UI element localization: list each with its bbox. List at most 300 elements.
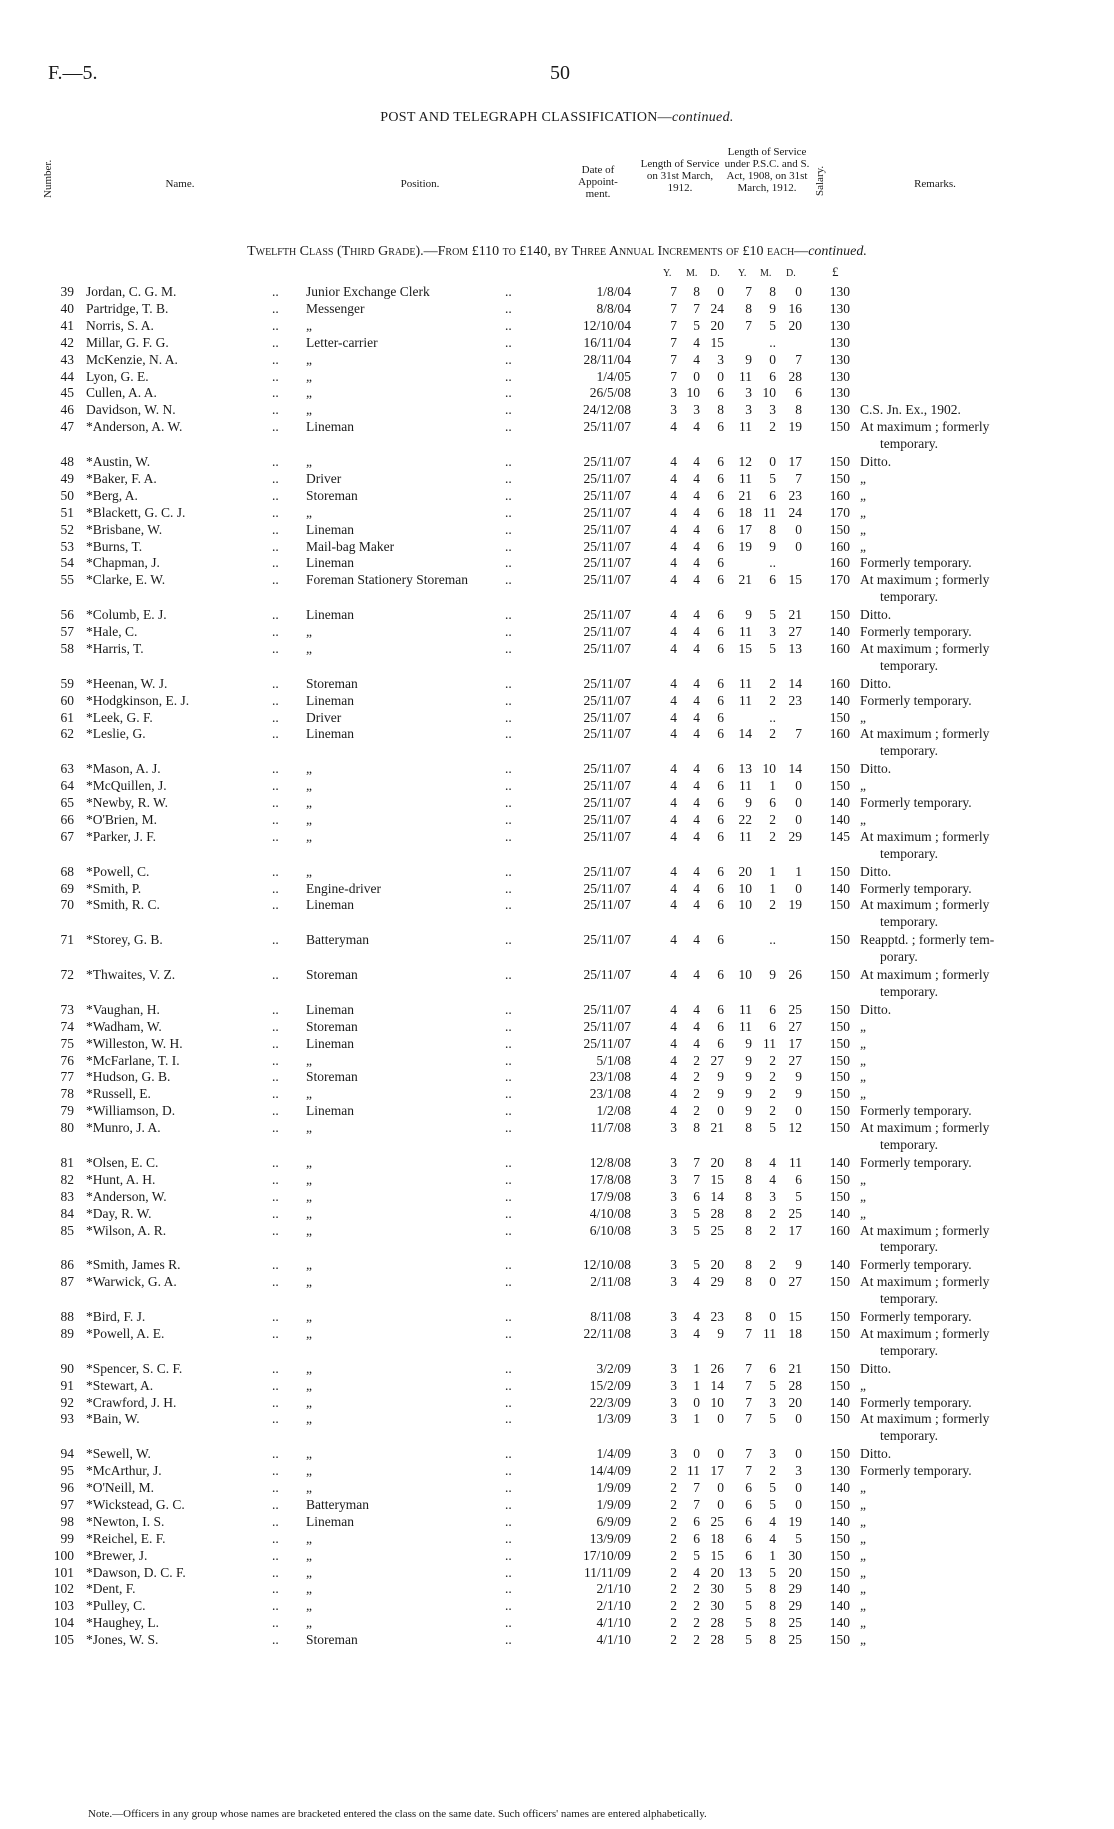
service-months: 4 — [693, 351, 700, 367]
appointment-date: 28/11/04 — [583, 351, 631, 367]
position: „ — [306, 351, 312, 367]
service-years: 4 — [670, 470, 677, 486]
psc-months: 6 — [769, 368, 776, 384]
psc-months: 4 — [769, 1513, 776, 1529]
leader-dots: .. — [505, 1154, 512, 1170]
service-years: 4 — [670, 1103, 677, 1119]
service-years: 3 — [670, 385, 677, 401]
service-days: 6 — [717, 607, 724, 623]
leader-dots: .. — [505, 504, 512, 520]
row-number: 90 — [60, 1360, 74, 1376]
appointment-date: 25/11/07 — [583, 828, 631, 844]
service-months: 4 — [693, 1274, 700, 1290]
appointment-date: 8/8/04 — [596, 300, 631, 316]
psc-days: 0 — [795, 1411, 802, 1427]
service-years: 4 — [670, 897, 677, 913]
service-years: 4 — [670, 521, 677, 537]
class-heading — [0, 244, 1114, 260]
service-days: 14 — [710, 1188, 724, 1204]
employee-name: *Hale, C. — [86, 624, 138, 639]
appointment-date: 25/11/07 — [583, 487, 631, 503]
appointment-date: 12/10/08 — [582, 1257, 631, 1273]
position: „ — [306, 1446, 312, 1462]
leader-dots: .. — [272, 538, 279, 554]
leader-dots: .. — [272, 1069, 279, 1085]
position: „ — [306, 778, 312, 794]
service-months: 4 — [693, 419, 700, 435]
row-number: 56 — [60, 607, 74, 623]
service-days: 25 — [710, 1222, 724, 1238]
service-years: 2 — [670, 1480, 677, 1495]
salary: 140 — [829, 1598, 850, 1614]
leader-dots: .. — [272, 334, 279, 350]
position: „ — [306, 1581, 312, 1597]
service-years: 2 — [670, 1581, 677, 1597]
service-years: 7 — [670, 334, 677, 350]
appointment-date: 25/11/07 — [583, 778, 631, 794]
leader-dots: .. — [505, 521, 512, 537]
remarks-continuation: temporary. — [880, 983, 938, 999]
appointment-date: 25/11/07 — [583, 555, 631, 571]
page-number: 50 — [550, 62, 570, 84]
appointment-date: 25/11/07 — [583, 1018, 631, 1034]
row-number: 71 — [60, 932, 74, 948]
col-name-header: Name. — [165, 178, 195, 190]
service-months: 4 — [693, 1564, 700, 1580]
leader-dots: .. — [505, 1086, 512, 1102]
employee-name: *O'Neill, M. — [86, 1480, 155, 1495]
salary: 150 — [829, 1069, 850, 1085]
psc-months: 9 — [769, 967, 776, 982]
service-years: 4 — [670, 504, 677, 520]
remarks: „ — [860, 1496, 866, 1512]
leader-dots: .. — [505, 470, 512, 486]
psc-days: 0 — [795, 811, 802, 827]
service-days: 28 — [710, 1205, 724, 1221]
table-row — [0, 864, 1114, 880]
psc-years: 8 — [745, 1222, 752, 1238]
remarks: At maximum ; formerly — [860, 1274, 990, 1290]
leader-dots: .. — [505, 1411, 512, 1427]
psc-months: 2 — [769, 1222, 776, 1238]
service-months: 4 — [693, 607, 700, 623]
appointment-date: 1/9/09 — [596, 1496, 631, 1512]
row-number: 41 — [60, 317, 74, 333]
appointment-date: 1/4/05 — [596, 368, 631, 384]
psc-months: 3 — [769, 1394, 776, 1410]
remarks: At maximum ; formerly — [860, 1222, 990, 1238]
position: Storeman — [306, 1069, 358, 1085]
table-row — [0, 641, 1114, 657]
psc-years: 11 — [739, 1018, 752, 1034]
service-days: 6 — [717, 897, 724, 913]
employee-name: *Pulley, C. — [86, 1598, 146, 1614]
row-number: 73 — [60, 1001, 74, 1017]
position: Lineman — [306, 521, 354, 537]
appointment-date: 26/5/08 — [589, 385, 631, 401]
leader-dots: .. — [505, 1001, 512, 1017]
remarks-continuation: porary. — [880, 949, 918, 965]
employee-name: *Anderson, A. W. — [86, 419, 183, 435]
service-months: 2 — [693, 1086, 700, 1102]
service-days: 15 — [710, 334, 724, 350]
psc-days: 21 — [788, 607, 802, 623]
psc-days: 5 — [795, 1188, 802, 1204]
remarks: Formerly temporary. — [860, 880, 972, 896]
leader-dots: .. — [505, 334, 512, 350]
table-row — [0, 1019, 1114, 1035]
appointment-date: 2/1/10 — [596, 1581, 631, 1597]
table-row — [0, 1257, 1114, 1273]
psc-days: 30 — [788, 1547, 802, 1563]
service-months: 4 — [693, 1325, 700, 1341]
psc-months: 2 — [769, 1052, 776, 1068]
psc-days: 15 — [788, 1309, 802, 1324]
table-row — [0, 1274, 1114, 1290]
service-years: 3 — [670, 1325, 677, 1341]
service-days: 0 — [717, 1446, 724, 1462]
row-number: 89 — [60, 1325, 74, 1341]
psc-days: 19 — [788, 897, 802, 913]
psc-months: 10 — [762, 761, 776, 777]
leader-dots: .. — [505, 1035, 512, 1051]
position: Lineman — [306, 419, 354, 435]
table-row — [0, 284, 1114, 300]
psc-months: 11 — [763, 1325, 776, 1341]
position: „ — [306, 1188, 312, 1204]
remarks: „ — [860, 1547, 866, 1563]
leader-dots: .. — [505, 317, 512, 333]
leader-dots: .. — [272, 761, 279, 777]
employee-name: *Heenan, W. J. — [86, 675, 168, 691]
table-row — [0, 1395, 1114, 1411]
service-days: 0 — [717, 284, 724, 299]
psc-months: 5 — [769, 640, 776, 656]
service-months: 6 — [693, 1188, 700, 1204]
remarks-continuation: temporary. — [880, 657, 938, 673]
service-months: 3 — [693, 402, 700, 418]
table-row — [0, 1632, 1114, 1648]
table-row — [0, 1172, 1114, 1188]
leader-dots: .. — [505, 1205, 512, 1221]
leader-dots: .. — [505, 555, 512, 571]
row-number: 40 — [60, 300, 74, 316]
salary: 150 — [829, 1103, 850, 1119]
appointment-date: 25/11/07 — [583, 640, 631, 656]
appointment-date: 2/1/10 — [596, 1598, 631, 1614]
psc-years: 8 — [745, 1257, 752, 1273]
salary: 140 — [829, 692, 850, 708]
appointment-date: 25/11/07 — [583, 419, 631, 435]
service-years: 3 — [670, 1309, 677, 1324]
table-row — [0, 778, 1114, 794]
position: „ — [306, 1154, 312, 1170]
psc-days: 9 — [795, 1086, 802, 1102]
employee-name: *Clarke, E. W. — [86, 572, 166, 588]
row-number: 63 — [60, 761, 74, 777]
leader-dots: .. — [505, 1394, 512, 1410]
remarks: „ — [860, 778, 866, 794]
psc-months: 3 — [769, 624, 776, 639]
salary: 150 — [829, 1530, 850, 1546]
service-months: 7 — [693, 300, 700, 316]
appointment-date: 25/11/07 — [583, 761, 631, 777]
psc-months: 5 — [769, 1480, 776, 1495]
row-number: 79 — [60, 1103, 74, 1119]
leader-dots: .. — [505, 640, 512, 656]
remarks: At maximum ; formerly — [860, 572, 990, 588]
remarks: Formerly temporary. — [860, 1154, 972, 1170]
leader-dots: .. — [505, 967, 512, 982]
leader-dots: .. — [505, 1120, 512, 1136]
employee-name: Davidson, W. N. — [86, 402, 176, 418]
appointment-date: 25/11/07 — [583, 572, 631, 588]
service-years: 4 — [670, 761, 677, 777]
table-row — [0, 572, 1114, 588]
salary: 130 — [829, 351, 850, 367]
leader-dots: .. — [272, 1547, 279, 1563]
service-days: 6 — [717, 487, 724, 503]
appointment-date: 4/1/10 — [596, 1615, 631, 1631]
leader-dots: .. — [505, 1581, 512, 1597]
salary: 140 — [829, 1513, 850, 1529]
psc-days: 28 — [788, 368, 802, 384]
appointment-date: 25/11/07 — [583, 932, 631, 948]
psc-days: 5 — [795, 1530, 802, 1546]
position: „ — [306, 1274, 312, 1290]
table-row — [0, 624, 1114, 640]
position: „ — [306, 1052, 312, 1068]
service-years: 2 — [670, 1496, 677, 1512]
row-number: 102 — [53, 1581, 74, 1597]
remarks: Ditto. — [860, 675, 892, 691]
remarks: Ditto. — [860, 607, 892, 623]
row-number: 82 — [60, 1171, 74, 1187]
employee-name: *O'Brien, M. — [86, 811, 158, 827]
appointment-date: 11/11/09 — [584, 1564, 631, 1580]
appointment-date: 17/9/08 — [589, 1188, 631, 1204]
table-row — [0, 1463, 1114, 1479]
row-number: 57 — [60, 624, 74, 639]
col-salary-header: Salary. — [814, 165, 826, 196]
employee-name: *Powell, C. — [86, 863, 150, 879]
service-days: 9 — [717, 1069, 724, 1085]
psc-days: 0 — [795, 778, 802, 794]
psc-years: 7 — [745, 1411, 752, 1427]
appointment-date: 8/11/08 — [590, 1309, 631, 1324]
position: Mail-bag Maker — [306, 538, 395, 554]
leader-dots: .. — [272, 368, 279, 384]
table-row — [0, 1103, 1114, 1119]
service-years: 3 — [670, 1446, 677, 1462]
service-years: 4 — [670, 1069, 677, 1085]
salary: 150 — [829, 709, 850, 725]
psc-days: 26 — [788, 967, 802, 982]
psc-days: 12 — [788, 1120, 802, 1136]
table-row — [0, 1206, 1114, 1222]
psc-years: 11 — [739, 368, 752, 384]
position: „ — [306, 1615, 312, 1631]
position: Storeman — [306, 1632, 358, 1648]
leader-dots: .. — [272, 778, 279, 794]
service-years: 3 — [670, 1411, 677, 1427]
row-number: 47 — [60, 419, 74, 435]
service-months: 1 — [693, 1377, 700, 1393]
leader-dots: .. — [272, 1513, 279, 1529]
table-row — [0, 1565, 1114, 1581]
row-number: 54 — [60, 555, 74, 571]
remarks: Ditto. — [860, 1446, 892, 1462]
service-days: 30 — [710, 1598, 724, 1614]
row-number: 92 — [60, 1394, 74, 1410]
psc-days: 27 — [788, 1018, 802, 1034]
appointment-date: 12/10/04 — [582, 317, 631, 333]
row-number: 99 — [60, 1530, 74, 1546]
table-row — [0, 522, 1114, 538]
remarks: „ — [860, 1530, 866, 1546]
employee-name: Lyon, G. E. — [86, 368, 149, 384]
leader-dots: .. — [505, 1309, 512, 1324]
psc-days: 14 — [788, 675, 802, 691]
position: Lineman — [306, 1513, 354, 1529]
leader-dots: .. — [272, 284, 279, 299]
leader-dots: .. — [272, 726, 279, 742]
psc-months: 2 — [769, 828, 776, 844]
leader-dots: .. — [505, 487, 512, 503]
service-years: 4 — [670, 624, 677, 639]
unit-y: Y. — [663, 268, 672, 279]
service-months: 4 — [693, 795, 700, 810]
salary: 150 — [829, 1411, 850, 1427]
salary: 160 — [829, 640, 850, 656]
col-remarks-header: Remarks. — [914, 178, 956, 190]
psc-years: 7 — [745, 1446, 752, 1462]
psc-years: 21 — [738, 487, 752, 503]
service-years: 4 — [670, 640, 677, 656]
table-row — [0, 607, 1114, 623]
table-row — [0, 1326, 1114, 1342]
leader-dots: .. — [272, 1120, 279, 1136]
appointment-date: 25/11/07 — [583, 624, 631, 639]
leader-dots: .. — [272, 1205, 279, 1221]
leader-dots: .. — [272, 555, 279, 571]
remarks: „ — [860, 1581, 866, 1597]
salary: 170 — [829, 572, 850, 588]
psc-years: 22 — [738, 811, 752, 827]
appointment-date: 25/11/07 — [583, 470, 631, 486]
service-months: 4 — [693, 1001, 700, 1017]
leader-dots: .. — [272, 572, 279, 588]
position: „ — [306, 1394, 312, 1410]
service-months: 4 — [693, 521, 700, 537]
table-row — [0, 1615, 1114, 1631]
service-years: 7 — [670, 284, 677, 299]
appointment-date: 24/12/08 — [582, 402, 631, 418]
position: „ — [306, 828, 312, 844]
service-months: 1 — [693, 1360, 700, 1376]
psc-years: 7 — [745, 1377, 752, 1393]
service-months: 4 — [693, 880, 700, 896]
service-years: 3 — [670, 1360, 677, 1376]
service-years: 3 — [670, 1205, 677, 1221]
row-number: 95 — [60, 1463, 74, 1479]
service-months: 4 — [693, 828, 700, 844]
leader-dots: .. — [272, 1632, 279, 1648]
salary: 130 — [829, 368, 850, 384]
position: Storeman — [306, 675, 358, 691]
position: Storeman — [306, 1018, 358, 1034]
leader-dots: .. — [272, 1496, 279, 1512]
salary: 150 — [829, 1171, 850, 1187]
leader-dots: .. — [272, 811, 279, 827]
psc-years: 7 — [745, 1394, 752, 1410]
row-number: 53 — [60, 538, 74, 554]
psc-months: 4 — [769, 1171, 776, 1187]
service-months: 8 — [693, 284, 700, 299]
psc-years: 9 — [745, 1052, 752, 1068]
psc-days: 0 — [795, 1103, 802, 1119]
service-days: 15 — [710, 1547, 724, 1563]
appointment-date: 25/11/07 — [583, 811, 631, 827]
employee-name: *Sewell, W. — [86, 1446, 151, 1462]
psc-years: 6 — [745, 1530, 752, 1546]
table-row — [0, 1120, 1114, 1136]
table-row — [0, 419, 1114, 435]
employee-name: *Hodgkinson, E. J. — [86, 692, 190, 708]
table-row — [0, 1497, 1114, 1513]
psc-years: 7 — [745, 1325, 752, 1341]
leader-dots: .. — [272, 1581, 279, 1597]
unit-y2: Y. — [738, 268, 747, 279]
leader-dots: .. — [272, 470, 279, 486]
psc-months: 0 — [769, 454, 776, 469]
psc-days: 3 — [795, 1463, 802, 1479]
psc-years: 19 — [738, 538, 752, 554]
service-years: 2 — [670, 1615, 677, 1631]
leader-dots: .. — [272, 795, 279, 810]
table-row — [0, 967, 1114, 983]
employee-name: *Bain, W. — [86, 1411, 140, 1427]
psc-months: 6 — [769, 1018, 776, 1034]
row-number: 51 — [60, 504, 74, 520]
leader-dots: .. — [272, 1188, 279, 1204]
service-months: 4 — [693, 640, 700, 656]
leader-dots: .. — [272, 1394, 279, 1410]
psc-days: 16 — [788, 300, 802, 316]
psc-months: 5 — [769, 1120, 776, 1136]
position: Lineman — [306, 897, 354, 913]
remarks: „ — [860, 521, 866, 537]
remarks: Formerly temporary. — [860, 1394, 972, 1410]
salary: 140 — [829, 1205, 850, 1221]
service-months: 1 — [693, 1411, 700, 1427]
service-days: 28 — [710, 1632, 724, 1648]
service-months: 5 — [693, 1547, 700, 1563]
psc-months: 6 — [769, 487, 776, 503]
title-main: POST AND TELEGRAPH CLASSIFICATION— — [380, 110, 672, 125]
psc-months: 3 — [769, 402, 776, 418]
appointment-date: 3/2/09 — [596, 1360, 631, 1376]
psc-months: 2 — [769, 897, 776, 913]
remarks: „ — [860, 1480, 866, 1495]
service-years: 2 — [670, 1564, 677, 1580]
service-years: 4 — [670, 692, 677, 708]
position: „ — [306, 1564, 312, 1580]
employee-name: *Jones, W. S. — [86, 1632, 159, 1648]
class-heading-text: Twelfth Class (Third Grade).—From £110 to £140, by Three Annual Increments of £10 each— — [247, 244, 809, 259]
table-row — [0, 693, 1114, 709]
employee-name: *Smith, P. — [86, 880, 142, 896]
